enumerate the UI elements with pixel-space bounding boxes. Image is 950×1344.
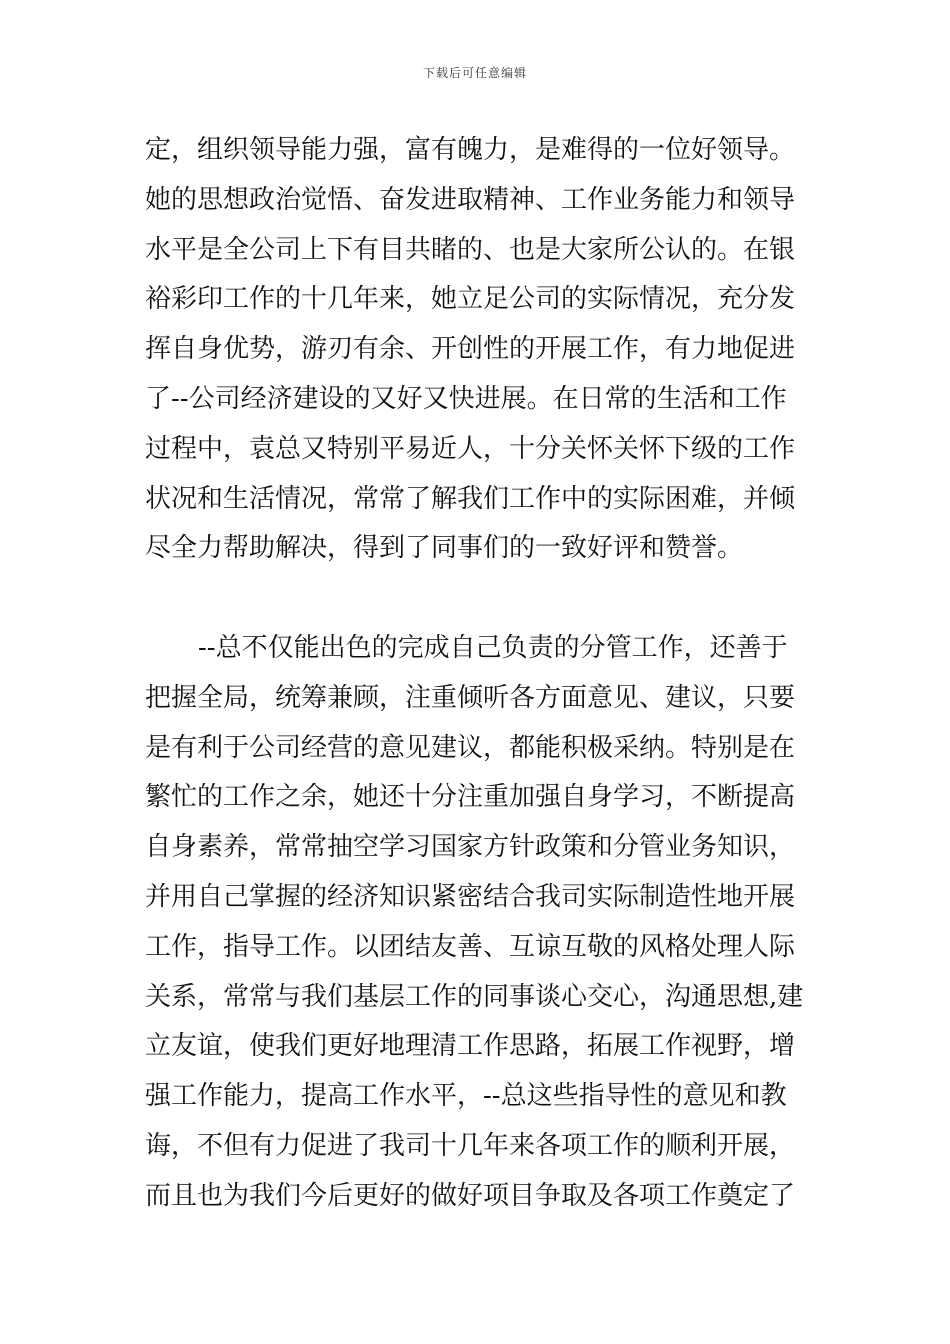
text-line: 定，组织领导能力强，富有魄力，是难得的一位好领导。 bbox=[145, 135, 796, 165]
text-line: 是有利于公司经营的意见建议，都能积极采纳。特别是在 bbox=[145, 733, 796, 763]
text-line: 了--公司经济建设的又好又快进展。在日常的生活和工作 bbox=[145, 384, 787, 414]
text-line: 关系，常常与我们基层工作的同事谈心交心，沟通思想,建 bbox=[145, 982, 804, 1012]
text-line: 工作，指导工作。以团结友善、互谅互敬的风格处理人际 bbox=[145, 932, 796, 962]
text-line: 水平是全公司上下有目共睹的、也是大家所公认的。在银 bbox=[145, 235, 796, 265]
text-line: 挥自身优势，游刃有余、开创性的开展工作，有力地促进 bbox=[145, 334, 796, 364]
page-header: 下载后可任意编辑 bbox=[422, 66, 527, 80]
text-line: 过程中，袁总又特别平易近人，十分关怀关怀下级的工作 bbox=[145, 434, 796, 464]
text-line: 繁忙的工作之余，她还十分注重加强自身学习，不断提高 bbox=[145, 782, 796, 812]
text-line: 强工作能力，提高工作水平，--总这些指导性的意见和教 bbox=[145, 1081, 787, 1111]
text-line: 她的思想政治觉悟、奋发进取精神、工作业务能力和领导 bbox=[145, 185, 796, 215]
text-line: 诲，不但有力促进了我司十几年来各项工作的顺利开展， bbox=[145, 1131, 796, 1161]
text-line: 尽全力帮助解决，得到了同事们的一致好评和赞誉。 bbox=[145, 533, 744, 563]
text-line: --总不仅能出色的完成自己负责的分管工作，还善于 bbox=[198, 633, 788, 663]
text-line: 并用自己掌握的经济知识紧密结合我司实际制造性地开展 bbox=[145, 882, 796, 912]
text-line: 而且也为我们今后更好的做好项目争取及各项工作奠定了 bbox=[145, 1181, 796, 1211]
text-line: 自身素养，常常抽空学习国家方针政策和分管业务知识， bbox=[145, 832, 796, 862]
text-line: 状况和生活情况，常常了解我们工作中的实际困难，并倾 bbox=[145, 484, 796, 514]
text-line: 把握全局，统筹兼顾，注重倾听各方面意见、建议，只要 bbox=[145, 683, 796, 713]
text-line: 裕彩印工作的十几年来，她立足公司的实际情况，充分发 bbox=[145, 284, 796, 314]
text-line: 立友谊，使我们更好地理清工作思路，拓展工作视野，增 bbox=[145, 1031, 796, 1061]
